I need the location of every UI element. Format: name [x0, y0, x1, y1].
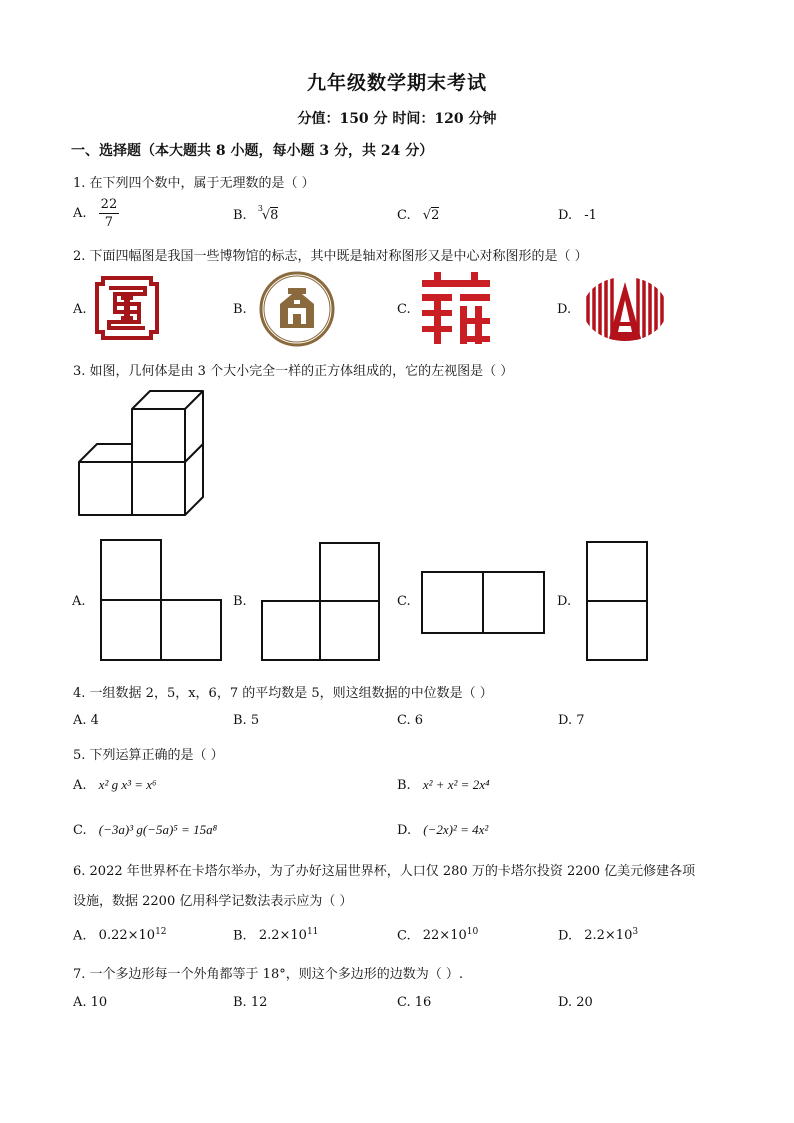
- option-label: B.: [233, 928, 247, 944]
- option-label: C.: [397, 928, 411, 944]
- exponent: 10: [466, 927, 479, 937]
- q2-label-d: D.: [557, 302, 572, 317]
- option-label: B.: [233, 208, 247, 223]
- numerator: 22: [100, 197, 118, 212]
- question-3-stem: 3. 如图，几何体是由 3 个大小完全一样的正方体组成的，它的左视图是（ ）: [73, 364, 514, 379]
- museum-logo-a-icon: [93, 274, 161, 342]
- radicand: 8: [270, 208, 279, 223]
- question-6-stem-line-1: 6. 2022 年世界杯在卡塔尔举办，为了办好这届世界杯，人口仅 280 万的卡塔尔投资 2200 亿美元修建各项: [73, 864, 696, 879]
- math-expression: x² g x³ = x⁶: [98, 777, 157, 792]
- denominator: 7: [104, 215, 114, 230]
- mantissa: 2.2×10: [584, 928, 633, 944]
- q5-option-c: [73, 822, 217, 838]
- q4-option-a: A. 4: [73, 713, 99, 728]
- mantissa: 0.22×10: [98, 928, 156, 944]
- q1-option-d: [558, 208, 597, 223]
- mantissa: 2.2×10: [258, 928, 307, 944]
- q3-label-d: D.: [557, 594, 572, 609]
- option-label: A.: [73, 206, 87, 221]
- cube-solid-figure: [78, 390, 208, 516]
- view-option-d: [586, 541, 648, 662]
- option-label: D.: [558, 208, 573, 223]
- section-heading: 一、选择题（本大题共 8 小题，每小题 3 分，共 24 分）: [71, 143, 434, 159]
- exponent: 3: [632, 927, 639, 937]
- q2-label-a: A.: [73, 302, 87, 317]
- q4-option-c: C. 6: [397, 713, 424, 728]
- question-5-stem: 5. 下列运算正确的是（ ）: [73, 748, 224, 763]
- root-index: 3: [257, 204, 263, 213]
- question-2-stem: 2. 下面四幅图是我国一些博物馆的标志，其中既是轴对称图形又是中心对称图形的是（ ）: [73, 249, 588, 264]
- q4-option-d: D. 7: [558, 713, 585, 728]
- q7-option-b: B. 12: [233, 995, 268, 1010]
- q6-option-c: [397, 927, 478, 943]
- radical-sign-icon: √: [422, 208, 432, 223]
- q7-option-d: D. 20: [558, 995, 593, 1010]
- q6-option-b: [233, 927, 318, 943]
- cube-root: [257, 204, 279, 223]
- q3-label-c: C.: [397, 594, 411, 609]
- q6-option-a: [73, 927, 167, 943]
- question-1-stem: 1. 在下列四个数中，属于无理数的是（ ）: [73, 176, 315, 191]
- exam-info: 分值：150 分 时间：120 分钟: [297, 111, 497, 127]
- q6-option-d: [558, 927, 638, 943]
- q3-label-b: B.: [233, 594, 247, 609]
- question-6-stem-line-2: 设施，数据 2200 亿用科学记数法表示应为（ ）: [73, 894, 353, 909]
- q3-label-a: A.: [72, 594, 86, 609]
- radicand: 2: [431, 208, 440, 223]
- math-expression: x² + x² = 2x⁴: [422, 777, 490, 792]
- view-option-c: [421, 571, 546, 634]
- option-label: D.: [397, 823, 412, 838]
- museum-logo-b-icon: [258, 270, 336, 348]
- exponent: 11: [306, 927, 319, 937]
- q5-option-b: [397, 777, 490, 793]
- radical-sign-icon: √: [261, 208, 271, 223]
- q1-option-c: [397, 208, 439, 223]
- option-value: -1: [584, 208, 597, 223]
- math-expression: (−2x)² = 4x²: [423, 822, 489, 837]
- q2-label-b: B.: [233, 302, 247, 317]
- q2-label-c: C.: [397, 302, 411, 317]
- museum-logo-c-icon: [420, 270, 492, 346]
- q4-option-b: B. 5: [233, 713, 260, 728]
- question-7-stem: 7. 一个多边形每一个外角都等于 18°，则这个多边形的边数为（ ）.: [73, 967, 463, 982]
- option-label: D.: [558, 928, 573, 944]
- option-label: A.: [73, 778, 87, 793]
- q1-option-b: [233, 204, 279, 223]
- q5-option-a: [73, 777, 157, 793]
- option-label: B.: [397, 778, 411, 793]
- q7-option-c: C. 16: [397, 995, 432, 1010]
- q1-option-a: [73, 196, 119, 231]
- option-label: C.: [397, 208, 411, 223]
- fraction: [99, 196, 120, 231]
- option-label: A.: [73, 928, 87, 944]
- math-expression: (−3a)³ g(−5a)⁵ = 15a⁸: [98, 822, 218, 837]
- q5-option-d: [397, 822, 488, 838]
- q7-option-a: A. 10: [73, 995, 108, 1010]
- question-4-stem: 4. 一组数据 2，5，x，6，7 的平均数是 5，则这组数据的中位数是（ ）: [73, 686, 493, 701]
- view-option-a: [100, 539, 223, 662]
- museum-logo-d-icon: [582, 276, 668, 342]
- mantissa: 22×10: [422, 928, 467, 944]
- exponent: 12: [155, 927, 167, 937]
- option-label: C.: [73, 823, 87, 838]
- page-title: 九年级数学期末考试: [306, 72, 487, 94]
- view-option-b: [261, 542, 381, 662]
